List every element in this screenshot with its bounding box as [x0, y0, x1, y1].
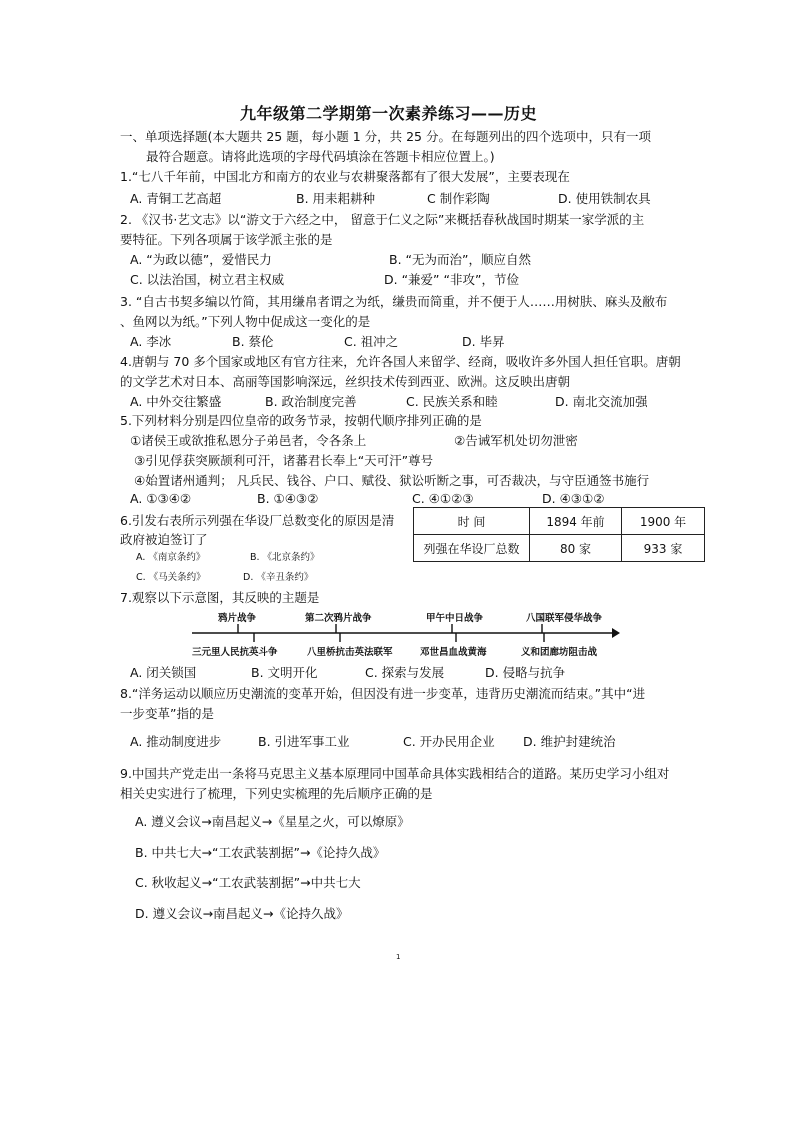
q3-option-c: C. 祖冲之 — [344, 334, 399, 349]
section-heading-line2: 最符合题意。请将此选项的字母代码填涂在答题卡相应位置上。) — [146, 149, 495, 164]
q8-option-d: D. 维护封建统治 — [523, 734, 616, 749]
q4-stem-line1: 4.唐朝与 70 多个国家或地区有官方往来，允许各国人来留学、经商，吸收许多外国人担任官职。唐朝 — [120, 354, 681, 369]
q6-factory-table — [413, 507, 705, 562]
page-title: 九年级第二学期第一次素养练习——历史 — [240, 104, 538, 123]
timeline-top-4: 八国联军侵华战争 — [526, 613, 603, 624]
q9-option-a: A. 遵义会议→南昌起义→《星星之火，可以燎原》 — [135, 814, 410, 829]
q3-option-d: D. 毕昇 — [462, 334, 505, 349]
q7-option-a: A. 闭关锁国 — [130, 665, 197, 680]
q6-option-b: B. 《北京条约》 — [250, 552, 320, 563]
q5-material-3: ③引见俘获突厥颉利可汗，诸蕃君长奉上“天可汗”尊号 — [134, 453, 434, 468]
q2-stem-line1: 2. 《汉书·艺文志》以“游文于六经之中， 留意于仁义之际”来概括春秋战国时期某一家学派的主 — [120, 212, 645, 227]
timeline-top-3: 甲午中日战争 — [426, 613, 484, 624]
table-row — [414, 535, 705, 562]
table-cell-1900: 933 家 — [622, 535, 705, 562]
q8-option-c: C. 开办民用企业 — [403, 734, 495, 749]
q8-stem-line2: 一步变革”指的是 — [120, 706, 214, 721]
table-row-label: 列强在华设厂总数 — [414, 535, 530, 562]
q9-option-b: B. 中共七大→“工农武装割据”→《论持久战》 — [135, 845, 386, 860]
q9-stem-line2: 相关史实进行了梳理，下列史实梳理的先后顺序正确的是 — [120, 786, 433, 801]
q3-stem-line1: 3. “自古书契多编以竹简，其用缣帛者谓之为纸，缣贵而简重，并不便于人……用树肤、麻头及敝布 — [120, 294, 668, 309]
q5-option-d: D. ④③①② — [542, 491, 605, 506]
q6-stem-line1: 6.引发右表所示列强在华设厂总数变化的原因是清 — [120, 513, 395, 528]
q8-option-a: A. 推动制度进步 — [130, 734, 222, 749]
q3-option-a: A. 李冰 — [130, 334, 172, 349]
timeline-top-2: 第二次鸦片战争 — [305, 613, 372, 624]
timeline-bottom-3: 邓世昌血战黄海 — [420, 647, 487, 658]
q3-stem-line2: 、鱼网以为纸。”下列人物中促成这一变化的是 — [120, 314, 371, 329]
q6-option-c: C. 《马关条约》 — [136, 572, 206, 583]
section-heading-line1: 一、单项选择题(本大题共 25 题，每小题 1 分，共 25 分。在每题列出的四个选项中，只有一项 — [120, 129, 651, 144]
q2-option-b: B. “无为而治”，顺应自然 — [389, 252, 531, 267]
q8-stem-line1: 8.“洋务运动以顺应历史潮流的变革开始，但因没有进一步变革，违背历史潮流而结束。”其中“进 — [120, 686, 646, 701]
q7-stem: 7.观察以下示意图，其反映的主题是 — [120, 590, 320, 605]
q6-option-d: D. 《辛丑条约》 — [243, 572, 314, 583]
timeline-top-1: 鸦片战争 — [218, 613, 257, 624]
timeline-arrowhead — [612, 628, 620, 638]
q4-stem-line2: 的文学艺术对日本、高丽等国影响深远，丝织技术传到西亚、欧洲。这反映出唐朝 — [120, 374, 571, 389]
q8-option-b: B. 引进军事工业 — [258, 734, 350, 749]
q7-option-d: D. 侵略与抗争 — [485, 665, 566, 680]
q5-option-a: A. ①③④② — [130, 491, 192, 506]
q1-stem: 1.“七八千年前，中国北方和南方的农业与农耕聚落都有了很大发展”，主要表现在 — [120, 169, 570, 184]
q6-option-a: A. 《南京条约》 — [136, 552, 206, 563]
q1-option-c: C 制作彩陶 — [427, 191, 490, 206]
q4-option-d: D. 南北交流加强 — [555, 394, 648, 409]
timeline-bottom-1: 三元里人民抗英斗争 — [192, 647, 278, 658]
q5-stem: 5.下列材料分别是四位皇帝的政务节录，按朝代顺序排列正确的是 — [120, 413, 482, 428]
q9-option-d: D. 遵义会议→南昌起义→《论持久战》 — [135, 906, 349, 921]
q1-option-a: A. 青铜工艺高超 — [130, 191, 222, 206]
q2-option-c: C. 以法治国，树立君主权威 — [130, 272, 285, 287]
q3-option-b: B. 蔡伦 — [232, 334, 274, 349]
timeline-arrow — [190, 622, 620, 644]
q5-option-c: C. ④①②③ — [412, 491, 474, 506]
q5-option-b: B. ①④③② — [257, 491, 319, 506]
q1-option-b: B. 用耒耜耕种 — [296, 191, 376, 206]
q9-stem-line1: 9.中国共产党走出一条将马克思主义基本原理同中国革命具体实践相结合的道路。某历史学习小组对 — [120, 766, 670, 781]
timeline-bottom-2: 八里桥抗击英法联军 — [307, 647, 393, 658]
q9-option-c: C. 秋收起义→“工农武装割据”→中共七大 — [135, 875, 361, 890]
q7-option-b: B. 文明开化 — [251, 665, 318, 680]
q5-material-4: ④始置诸州通判； 凡兵民、钱谷、户口、赋役、狱讼听断之事，可否裁决，与守臣通签书施行 — [134, 473, 650, 488]
q5-material-2: ②告诫军机处切勿泄密 — [454, 433, 578, 448]
q2-stem-line2: 要特征。下列各项属于该学派主张的是 — [120, 232, 333, 247]
q4-option-c: C. 民族关系和睦 — [406, 394, 498, 409]
table-header-1894: 1894 年前 — [530, 508, 622, 535]
timeline-bottom-4: 义和团廊坊阻击战 — [521, 647, 598, 658]
q2-option-d: D. “兼爱” “非攻”，节俭 — [384, 272, 519, 287]
table-header-time: 时 间 — [414, 508, 530, 535]
q6-stem-line2: 政府被迫签订了 — [120, 532, 208, 547]
q2-option-a: A. “为政以德”，爱惜民力 — [130, 252, 272, 267]
q7-option-c: C. 探索与发展 — [365, 665, 445, 680]
page-number: 1 — [396, 953, 401, 961]
q4-option-a: A. 中外交往繁盛 — [130, 394, 222, 409]
table-header-1900: 1900 年 — [622, 508, 705, 535]
table-cell-1894: 80 家 — [530, 535, 622, 562]
q1-option-d: D. 使用铁制农具 — [558, 191, 651, 206]
table-row — [414, 508, 705, 535]
q5-material-1: ①诸侯王或欲推私恩分子弟邑者，令各条上 — [130, 433, 367, 448]
q4-option-b: B. 政治制度完善 — [265, 394, 357, 409]
